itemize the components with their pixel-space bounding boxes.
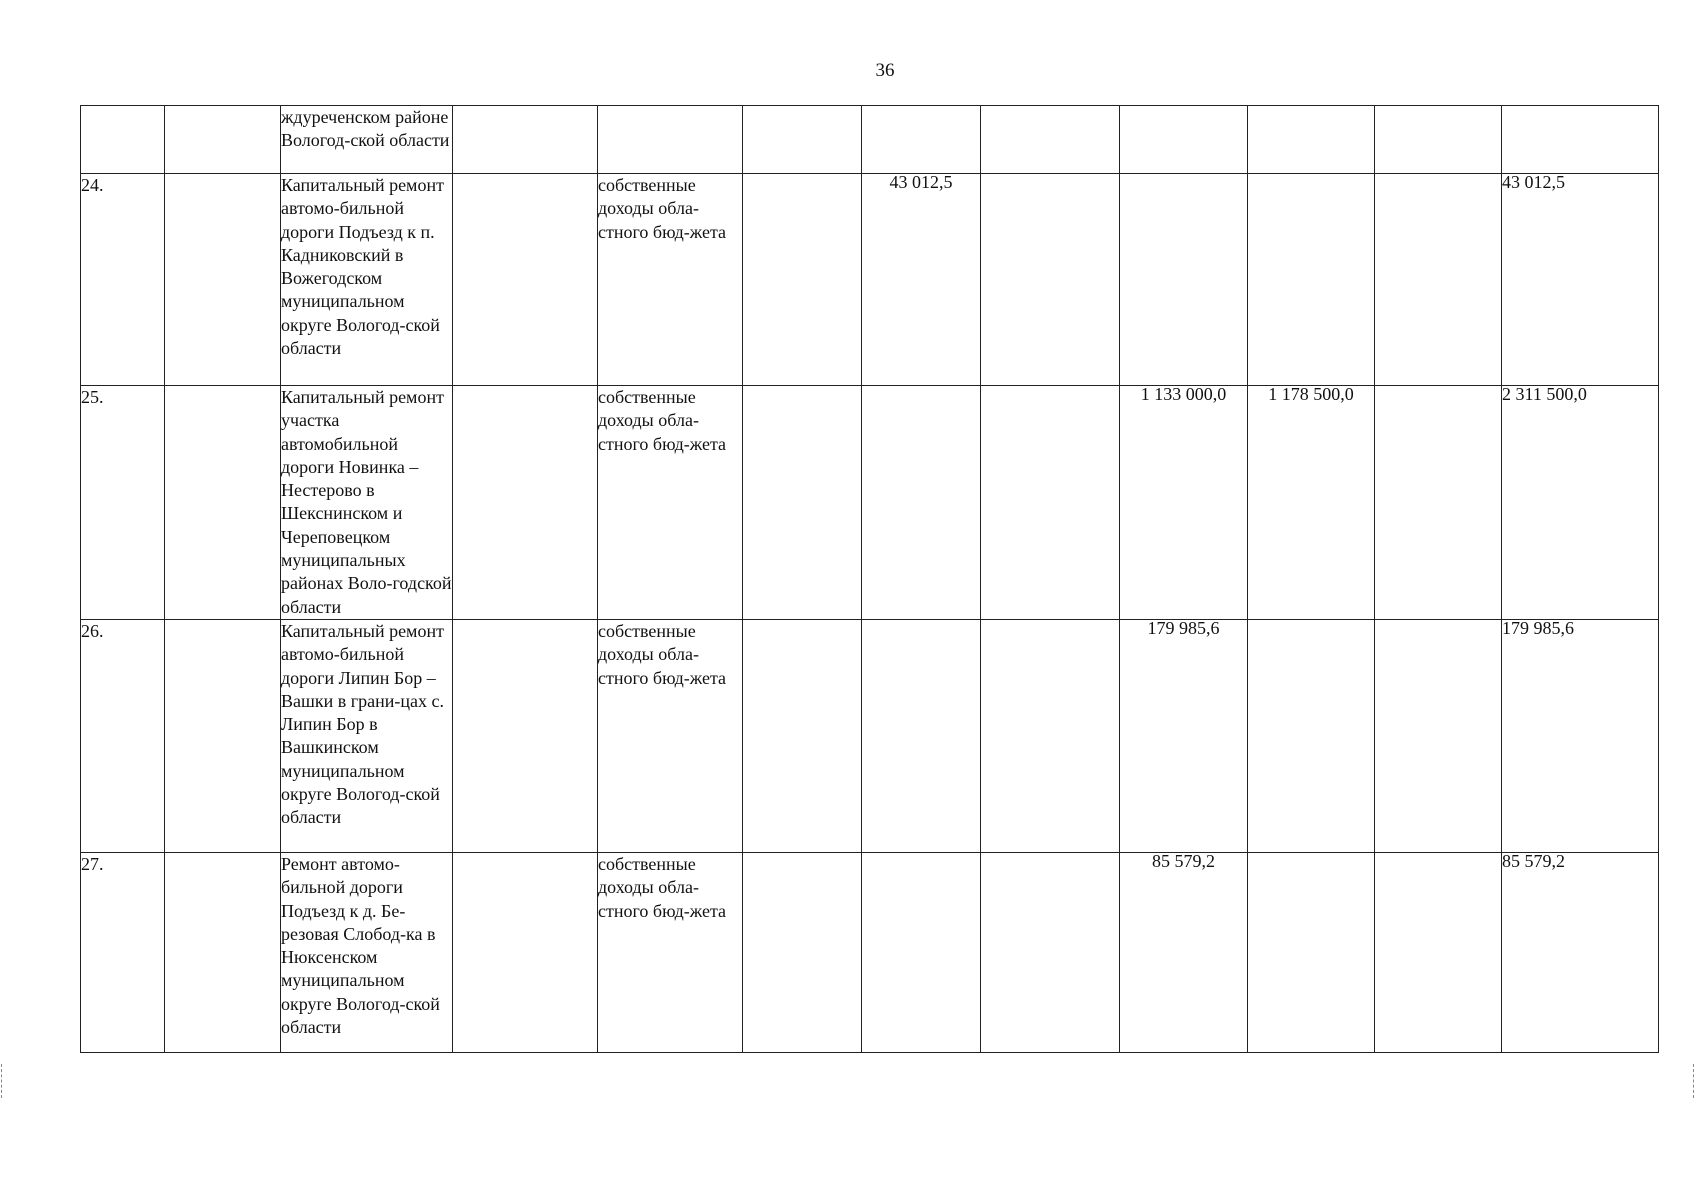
empty-cell: [981, 619, 1120, 852]
amount-2025: [862, 106, 981, 174]
empty-cell: [453, 106, 598, 174]
empty-cell: [453, 174, 598, 386]
budget-table: [80, 105, 1659, 1053]
amount-2027: [1248, 174, 1375, 386]
amount-2026: [1120, 174, 1248, 386]
empty-cell: [165, 174, 281, 386]
amount-2026: 1 133 000,0: [1120, 386, 1248, 620]
scan-edge-mark-left: [1, 1064, 2, 1098]
row-number: 26.: [81, 619, 165, 852]
amount-2028: [1375, 386, 1502, 620]
amount-2028: [1375, 106, 1502, 174]
row-number: 24.: [81, 174, 165, 386]
amount-total: 43 012,5: [1502, 174, 1659, 386]
amount-2028: [1375, 174, 1502, 386]
empty-cell: [981, 174, 1120, 386]
empty-cell: [743, 174, 862, 386]
table-row: [81, 619, 1659, 852]
row-number: 25.: [81, 386, 165, 620]
amount-2025: [862, 619, 981, 852]
table-row: [81, 174, 1659, 386]
row-number: [81, 106, 165, 174]
object-name: ждуреченском районе Вологод-ской области: [281, 106, 453, 174]
empty-cell: [165, 619, 281, 852]
amount-2027: [1248, 852, 1375, 1052]
table-row: [81, 106, 1659, 174]
funding-source: [598, 106, 743, 174]
amount-total: 179 985,6: [1502, 619, 1659, 852]
empty-cell: [981, 106, 1120, 174]
amount-2028: [1375, 852, 1502, 1052]
amount-total: 2 311 500,0: [1502, 386, 1659, 620]
amount-2026: 85 579,2: [1120, 852, 1248, 1052]
empty-cell: [981, 852, 1120, 1052]
amount-2026: 179 985,6: [1120, 619, 1248, 852]
object-name: Капитальный ремонт автомо-бильной дороги Подъезд к п. Кадниковский в Вожегодском муниципальном округе Вологод-ской области: [281, 174, 453, 386]
object-name: Капитальный ремонт участка автомобильной дороги Новинка – Нестерово в Шекснинском и Череповецком муниципальных районах Воло-годской области: [281, 386, 453, 620]
funding-source: собственные доходы обла-стного бюд-жета: [598, 174, 743, 386]
amount-2025: [862, 852, 981, 1052]
scan-edge-mark-right: [1693, 1064, 1694, 1098]
amount-2027: [1248, 106, 1375, 174]
table-row: [81, 852, 1659, 1052]
funding-source: собственные доходы обла-стного бюд-жета: [598, 619, 743, 852]
object-name: Ремонт автомо-бильной дороги Подъезд к д. Бе-резовая Слобод-ка в Нюксенском муниципальном округе Вологод-ской области: [281, 852, 453, 1052]
empty-cell: [453, 852, 598, 1052]
table-row: [81, 386, 1659, 620]
amount-2025: [862, 386, 981, 620]
page-number: 36: [875, 60, 895, 81]
amount-2028: [1375, 619, 1502, 852]
amount-2027: [1248, 619, 1375, 852]
amount-2025: 43 012,5: [862, 174, 981, 386]
empty-cell: [165, 852, 281, 1052]
amount-total: 85 579,2: [1502, 852, 1659, 1052]
empty-cell: [743, 386, 862, 620]
empty-cell: [743, 106, 862, 174]
empty-cell: [453, 619, 598, 852]
empty-cell: [743, 852, 862, 1052]
row-number: 27.: [81, 852, 165, 1052]
empty-cell: [165, 386, 281, 620]
empty-cell: [453, 386, 598, 620]
amount-total: [1502, 106, 1659, 174]
empty-cell: [981, 386, 1120, 620]
object-name: Капитальный ремонт автомо-бильной дороги Липин Бор – Вашки в грани-цах с. Липин Бор в Вашкинском муниципальном округе Вологод-ской области: [281, 619, 453, 852]
amount-2026: [1120, 106, 1248, 174]
empty-cell: [165, 106, 281, 174]
amount-2027: 1 178 500,0: [1248, 386, 1375, 620]
empty-cell: [743, 619, 862, 852]
funding-source: собственные доходы обла-стного бюд-жета: [598, 386, 743, 620]
funding-source: собственные доходы обла-стного бюд-жета: [598, 852, 743, 1052]
